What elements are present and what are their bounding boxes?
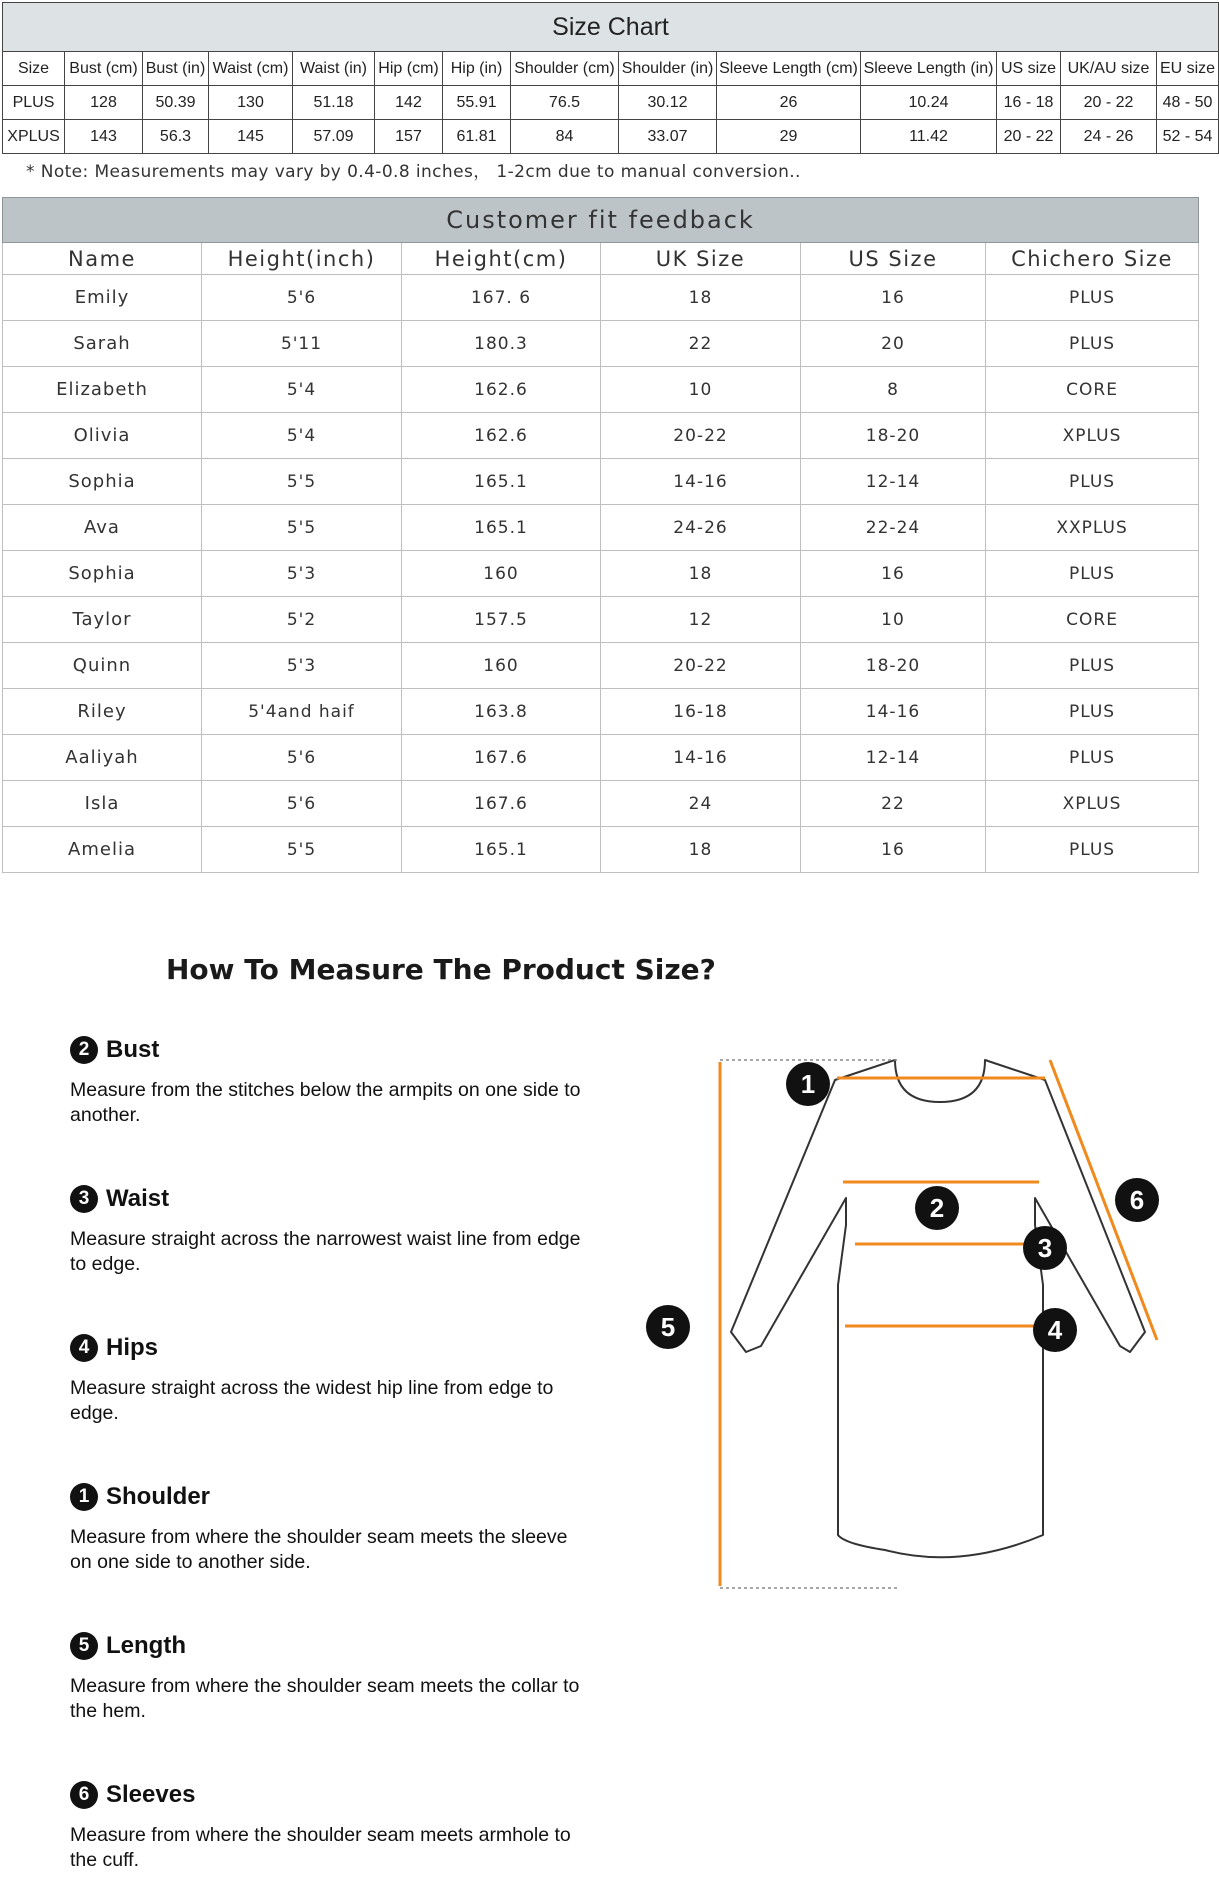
size-chart-header: UK/AU size [1061,52,1157,86]
size-chart-cell: 29 [717,120,861,154]
figure-label: 3 [1037,1233,1053,1263]
uk-size-cell: 18 [601,275,801,321]
size-chart-cell: 26 [717,86,861,120]
figure-badge-3-icon [1023,1226,1067,1270]
size-chart-cell: XPLUS [3,120,65,154]
height-inch-cell: 5'5 [202,505,402,551]
size-chart-header: Waist (cm) [209,52,293,86]
size-chart-header: US size [997,52,1061,86]
us-size-cell: 16 [801,275,986,321]
size-chart-cell: 50.39 [143,86,209,120]
measure-step-bust [70,1036,590,1128]
uk-size-cell: 22 [601,321,801,367]
us-size-cell: 20 [801,321,986,367]
uk-size-cell: 14-16 [601,735,801,781]
size-chart-header: Waist (in) [293,52,375,86]
step-description: Measure straight across the widest hip line from edge to edge. [70,1377,554,1424]
customer-name: Isla [3,781,202,827]
step-title: Waist [106,1185,170,1212]
size-chart-cell: 20 - 22 [1061,86,1157,120]
size-chart-row [3,120,1219,154]
customer-name: Aaliyah [3,735,202,781]
size-chart-cell: 11.42 [861,120,997,154]
fit-feedback-row [3,689,1199,735]
step-title: Bust [106,1036,160,1063]
size-chart-title: Size Chart [3,3,1219,52]
chichero-size-cell: PLUS [986,689,1199,735]
figure-label: 6 [1129,1185,1145,1215]
fit-feedback-header: Name [3,243,202,275]
size-chart-header: Shoulder (in) [619,52,717,86]
size-chart-header: Bust (in) [143,52,209,86]
size-chart-cell: 10.24 [861,86,997,120]
size-chart-header: Hip (cm) [375,52,443,86]
chichero-size-cell: CORE [986,367,1199,413]
height-inch-cell: 5'6 [202,275,402,321]
chichero-size-cell: PLUS [986,643,1199,689]
uk-size-cell: 12 [601,597,801,643]
size-chart-cell: 16 - 18 [997,86,1061,120]
figure-label: 5 [660,1312,676,1342]
fit-feedback-table [2,197,1199,873]
height-inch-cell: 5'4and haif [202,689,402,735]
size-chart-header: Bust (cm) [65,52,143,86]
height-cm-cell: 167.6 [402,735,601,781]
uk-size-cell: 20-22 [601,413,801,459]
uk-size-cell: 14-16 [601,459,801,505]
size-chart-cell: 48 - 50 [1157,86,1219,120]
size-chart-cell: 130 [209,86,293,120]
customer-name: Quinn [3,643,202,689]
customer-name: Sarah [3,321,202,367]
how-to-measure-title: How To Measure The Product Size? [166,953,716,986]
fit-feedback-header: UK Size [601,243,801,275]
fit-feedback-row [3,643,1199,689]
height-cm-cell: 160 [402,643,601,689]
step-description: Measure from where the shoulder seam meets the sleeve on one side to another side. [70,1526,568,1573]
measure-step-shoulder [70,1483,590,1575]
height-inch-cell: 5'2 [202,597,402,643]
customer-name: Amelia [3,827,202,873]
uk-size-cell: 18 [601,827,801,873]
fit-feedback-header: Chichero Size [986,243,1199,275]
figure-label: 1 [800,1069,816,1099]
us-size-cell: 14-16 [801,689,986,735]
step-description: Measure straight across the narrowest waist line from edge to edge. [70,1228,581,1275]
height-inch-cell: 5'3 [202,551,402,597]
height-inch-cell: 5'3 [202,643,402,689]
size-chart-header-row [3,52,1219,86]
us-size-cell: 12-14 [801,459,986,505]
size-chart-cell: 157 [375,120,443,154]
customer-name: Sophia [3,551,202,597]
size-chart-header: Hip (in) [443,52,511,86]
height-cm-cell: 167.6 [402,781,601,827]
dress-outline-path [731,1060,1145,1557]
height-inch-cell: 5'11 [202,321,402,367]
height-cm-cell: 162.6 [402,413,601,459]
us-size-cell: 18-20 [801,413,986,459]
size-chart-cell: 20 - 22 [997,120,1061,154]
step-title: Shoulder [106,1483,211,1510]
size-chart-cell: 24 - 26 [1061,120,1157,154]
step-description: Measure from where the shoulder seam meets armhole to the cuff. [70,1824,571,1871]
uk-size-cell: 18 [601,551,801,597]
customer-name: Taylor [3,597,202,643]
size-chart-row [3,86,1219,120]
size-chart-cell: 76.5 [511,86,619,120]
fit-feedback-header: Height(inch) [202,243,402,275]
us-size-cell: 12-14 [801,735,986,781]
dress-outline-icon [640,1040,1180,1600]
customer-name: Olivia [3,413,202,459]
chichero-size-cell: XXPLUS [986,505,1199,551]
size-chart-header: Sleeve Length (in) [861,52,997,86]
uk-size-cell: 24 [601,781,801,827]
figure-badge-4-icon [1033,1308,1077,1352]
size-chart-cell: 30.12 [619,86,717,120]
chichero-size-cell: XPLUS [986,781,1199,827]
fit-feedback-header: US Size [801,243,986,275]
fit-feedback-row [3,551,1199,597]
us-size-cell: 16 [801,551,986,597]
number-badge-icon: 1 [70,1483,98,1511]
customer-name: Emily [3,275,202,321]
chichero-size-cell: PLUS [986,551,1199,597]
chichero-size-cell: PLUS [986,827,1199,873]
customer-name: Riley [3,689,202,735]
height-cm-cell: 180.3 [402,321,601,367]
number-badge-icon: 3 [70,1185,98,1213]
figure-label: 2 [929,1193,945,1223]
chichero-size-cell: PLUS [986,321,1199,367]
size-chart-table [2,2,1219,154]
fit-feedback-row [3,781,1199,827]
size-chart-cell: 145 [209,120,293,154]
size-chart-header: EU size [1157,52,1219,86]
us-size-cell: 10 [801,597,986,643]
fit-feedback-row [3,321,1199,367]
uk-size-cell: 10 [601,367,801,413]
height-inch-cell: 5'6 [202,781,402,827]
height-inch-cell: 5'4 [202,413,402,459]
size-chart-cell: 128 [65,86,143,120]
size-chart-cell: 84 [511,120,619,154]
size-chart-cell: 143 [65,120,143,154]
chichero-size-cell: PLUS [986,459,1199,505]
size-chart-cell: 57.09 [293,120,375,154]
uk-size-cell: 16-18 [601,689,801,735]
size-chart-cell: 61.81 [443,120,511,154]
us-size-cell: 8 [801,367,986,413]
size-chart-cell: 52 - 54 [1157,120,1219,154]
chichero-size-cell: PLUS [986,275,1199,321]
measure-step-waist [70,1185,590,1277]
height-cm-cell: 167. 6 [402,275,601,321]
fit-feedback-header: Height(cm) [402,243,601,275]
height-cm-cell: 165.1 [402,827,601,873]
customer-name: Elizabeth [3,367,202,413]
size-chart-cell: 51.18 [293,86,375,120]
height-cm-cell: 157.5 [402,597,601,643]
size-chart-header: Size [3,52,65,86]
step-title: Length [106,1632,186,1659]
step-description: Measure from the stitches below the armpits on one side to another. [70,1079,581,1126]
measure-step-length [70,1632,590,1724]
figure-badge-2-icon [915,1186,959,1230]
size-chart-note: * Note: Measurements may vary by 0.4-0.8 inches， 1-2cm due to manual conversion.. [26,162,801,182]
number-badge-icon: 5 [70,1632,98,1660]
uk-size-cell: 24-26 [601,505,801,551]
figure-badge-6-icon [1115,1178,1159,1222]
chichero-size-cell: CORE [986,597,1199,643]
height-cm-cell: 162.6 [402,367,601,413]
fit-feedback-row [3,505,1199,551]
size-chart-cell: PLUS [3,86,65,120]
uk-size-cell: 20-22 [601,643,801,689]
height-cm-cell: 160 [402,551,601,597]
us-size-cell: 16 [801,827,986,873]
step-title: Hips [106,1334,159,1361]
us-size-cell: 22-24 [801,505,986,551]
figure-badge-1-icon [786,1062,830,1106]
height-cm-cell: 165.1 [402,505,601,551]
figure-label: 4 [1047,1315,1063,1345]
fit-feedback-header-row [3,243,1199,275]
measure-step-hips [70,1334,590,1426]
fit-feedback-row [3,735,1199,781]
height-inch-cell: 5'6 [202,735,402,781]
size-chart-header: Sleeve Length (cm) [717,52,861,86]
step-description: Measure from where the shoulder seam meets the collar to the hem. [70,1675,580,1722]
number-badge-icon: 4 [70,1334,98,1362]
height-cm-cell: 165.1 [402,459,601,505]
height-inch-cell: 5'5 [202,827,402,873]
fit-feedback-row [3,413,1199,459]
customer-name: Sophia [3,459,202,505]
fit-feedback-row [3,827,1199,873]
fit-feedback-row [3,275,1199,321]
fit-feedback-row [3,367,1199,413]
step-title: Sleeves [106,1781,196,1808]
fit-feedback-row [3,597,1199,643]
number-badge-icon: 6 [70,1781,98,1809]
size-chart-cell: 55.91 [443,86,511,120]
height-cm-cell: 163.8 [402,689,601,735]
size-chart-header: Shoulder (cm) [511,52,619,86]
size-chart-cell: 56.3 [143,120,209,154]
height-inch-cell: 5'4 [202,367,402,413]
size-chart-cell: 142 [375,86,443,120]
chichero-size-cell: XPLUS [986,413,1199,459]
fit-feedback-row [3,459,1199,505]
figure-badge-5-icon [646,1305,690,1349]
fit-feedback-title: Customer fit feedback [3,198,1199,243]
us-size-cell: 18-20 [801,643,986,689]
chichero-size-cell: PLUS [986,735,1199,781]
size-chart-cell: 33.07 [619,120,717,154]
number-badge-icon: 2 [70,1036,98,1064]
height-inch-cell: 5'5 [202,459,402,505]
customer-name: Ava [3,505,202,551]
us-size-cell: 22 [801,781,986,827]
measure-step-sleeves [70,1781,590,1873]
